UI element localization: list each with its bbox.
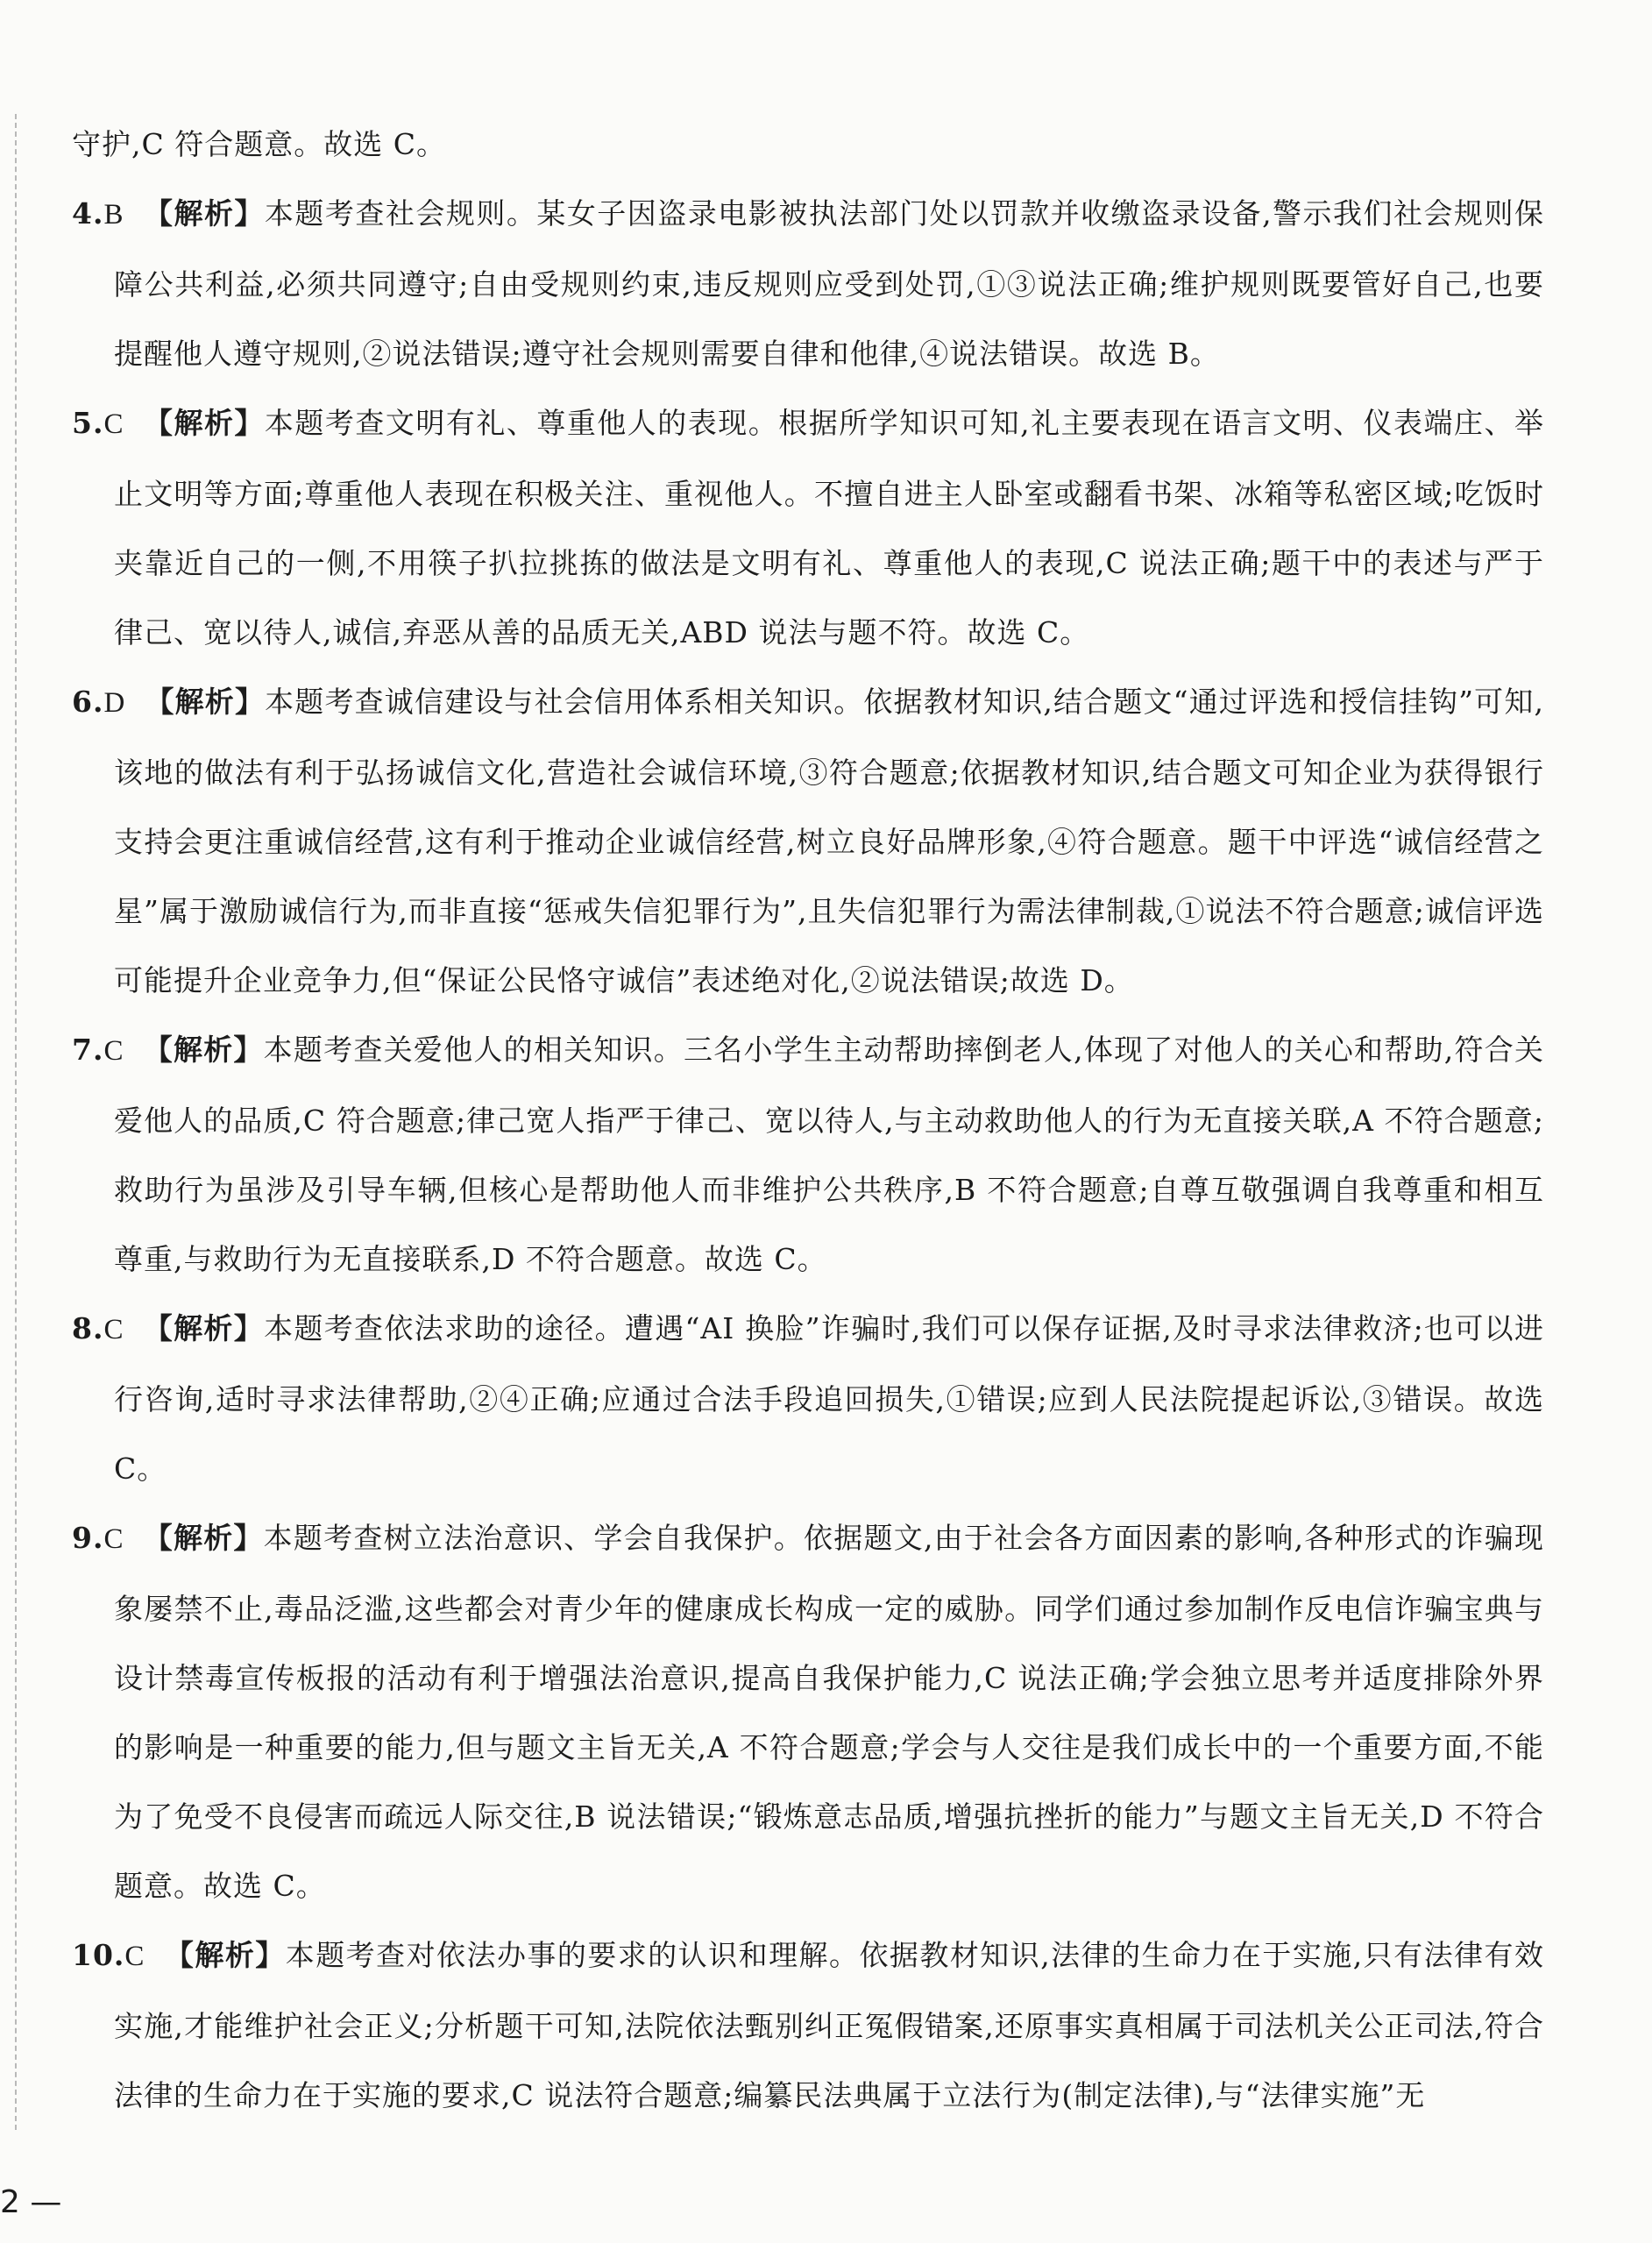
analysis-tag: 【解析】 [143,406,265,440]
answer-item-4 [72,179,1544,388]
item-answer: D [103,687,126,719]
item-number: 9. [72,1521,104,1555]
analysis-tag: 【解析】 [143,1311,265,1345]
item-text: 本题考查诚信建设与社会信用体系相关知识。依据教材知识,结合题文“通过评选和授信挂钩”可知,该地的做法有利于弘扬诚信文化,营造社会诚信环境,③符合题意;依据教材知识,结合题文可知企业为获得银行支持会更注重诚信经营,这有利于推动企业诚信经营,树立良好品牌形象,④符合题意。题干中评选“诚信经营之星”属于激励诚信行为,而非直接“惩戒失信犯罪行为”,且失信犯罪行为需法律制裁,①说法不符合题意;诚信评选可能提升企业竞争力,但“保证公民恪守诚信”表述绝对化,②说法错误;故选 D。 [114,685,1545,997]
item-number: 6. [72,685,104,719]
item-number: 7. [72,1033,104,1067]
page-number: 2 — [0,2184,62,2220]
item-text: 本题考查关爱他人的相关知识。三名小学生主动帮助摔倒老人,体现了对他人的关心和帮助,符合关爱他人的品质,C 符合题意;律己宽人指严于律己、宽以待人,与主动救助他人的行为无直接关联,A 不符合题意;救助行为虽涉及引导车辆,但核心是帮助他人而非维护公共秩序,B 不符合题意;自尊互敬强调自我尊重和相互尊重,与救助行为无直接联系,D 不符合题意。故选 C。 [114,1033,1544,1276]
item-answer: C [103,1314,124,1345]
answer-explanations [72,110,1544,2130]
analysis-tag: 【解析】 [145,685,266,719]
item-answer: C [124,1941,145,1972]
analysis-tag: 【解析】 [143,196,265,231]
answer-item-7 [72,1015,1544,1294]
analysis-tag: 【解析】 [164,1938,286,1972]
item-number: 10. [72,1938,125,1972]
analysis-tag: 【解析】 [143,1033,264,1067]
item-number: 4. [72,196,104,231]
answer-item-10 [72,1920,1544,2130]
item-text: 本题考查树立法治意识、学会自我保护。依据题文,由于社会各方面因素的影响,各种形式的诈骗现象屡禁不止,毒品泛滥,这些都会对青少年的健康成长构成一定的威胁。同学们通过参加制作反电信诈骗宝典与设计禁毒宣传板报的活动有利于增强法治意识,提高自我保护能力,C 说法正确;学会独立思考并适度排除外界的影响是一种重要的能力,但与题文主旨无关,A 不符合题意;学会与人交往是我们成长中的一个重要方面,不能为了免受不良侵害而疏远人际交往,B 说法错误;“锻炼意志品质,增强抗挫折的能力”与题文主旨无关,D 不符合题意。故选 C。 [114,1521,1544,1903]
item-answer: B [103,199,124,231]
answer-item-8 [72,1294,1544,1503]
answer-item-9 [72,1503,1544,1920]
continuation-text: 守护,C 符合题意。故选 C。 [72,127,446,161]
answer-item-5 [72,388,1544,667]
margin-dashed-rule [15,114,17,2130]
item-text: 本题考查对依法办事的要求的认识和理解。依据教材知识,法律的生命力在于实施,只有法律有效实施,才能维护社会正义;分析题干可知,法院依法甄别纠正冤假错案,还原事实真相属于司法机关公正司法,符合法律的生命力在于实施的要求,C 说法符合题意;编纂民法典属于立法行为(制定法律),与“法律实施”无 [114,1938,1544,2112]
item-text: 本题考查社会规则。某女子因盗录电影被执法部门处以罚款并收缴盗录设备,警示我们社会规则保障公共利益,必须共同遵守;自由受规则约束,违反规则应受到处罚,①③说法正确;维护规则既要管好自己,也要提醒他人遵守规则,②说法错误;遵守社会规则需要自律和他律,④说法错误。故选 B。 [114,196,1544,371]
item-number: 5. [72,406,104,440]
item-answer: C [103,1035,124,1067]
item-text: 本题考查文明有礼、尊重他人的表现。根据所学知识可知,礼主要表现在语言文明、仪表端庄、举止文明等方面;尊重他人表现在积极关注、重视他人。不擅自进主人卧室或翻看书架、冰箱等私密区域;吃饭时夹靠近自己的一侧,不用筷子扒拉挑拣的做法是文明有礼、尊重他人的表现,C 说法正确;题干中的表述与严于律己、宽以待人,诚信,弃恶从善的品质无关,ABD 说法与题不符。故选 C。 [114,406,1544,649]
analysis-tag: 【解析】 [143,1521,264,1555]
item-number: 8. [72,1311,104,1345]
item-answer: C [103,1523,124,1555]
answer-item-6 [72,667,1544,1015]
item-text: 本题考查依法求助的途径。遭遇“AI 换脸”诈骗时,我们可以保存证据,及时寻求法律救济;也可以进行咨询,适时寻求法律帮助,②④正确;应通过合法手段追回损失,①错误;应到人民法院提起诉讼,③错误。故选 C。 [114,1311,1545,1486]
item-answer: C [103,408,124,440]
